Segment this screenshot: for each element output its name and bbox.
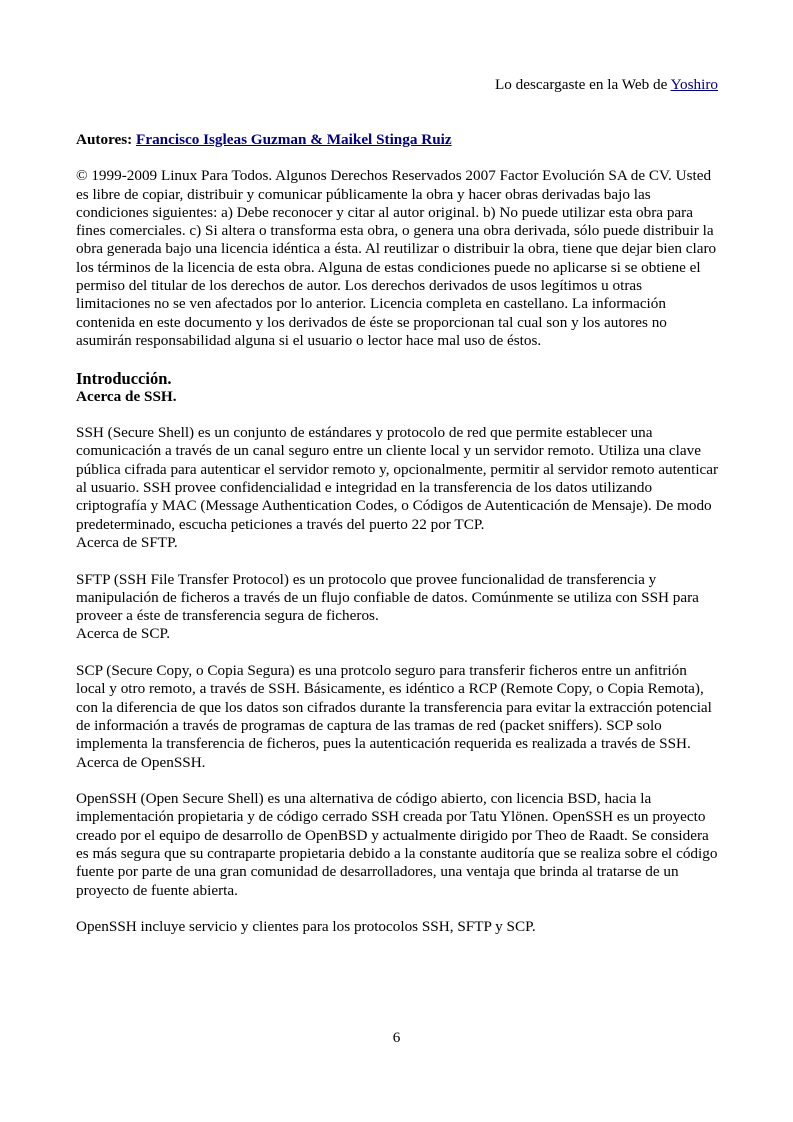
openssh-includes-paragraph: OpenSSH incluye servicio y clientes para los protocolos SSH, SFTP y SCP. xyxy=(76,918,536,936)
document-body xyxy=(76,131,720,936)
sftp-heading: Acerca de SFTP. xyxy=(76,533,178,551)
ssh-heading: Acerca de SSH. xyxy=(76,387,177,405)
authors-line xyxy=(76,131,720,149)
intro-title: Introducción. xyxy=(76,368,172,388)
header-prefix: Lo descargaste en la Web de xyxy=(494,76,671,93)
license-paragraph: © 1999-2009 Linux Para Todos. Algunos Derechos Reservados 2007 Factor Evolución SA de CV. Usted es libre de copiar, distribuir y comunicar públicamente la obra y hacer obras derivadas bajo las condiciones siguientes: a) Debe reconocer y citar al autor original. b) No puede utilizar esta obra para fines comerciales. c) Si altera o transforma esta obra, o genera una obra derivada, sólo puede distribuir la obra generada bajo una licencia idéntica a ésta. Al reutilizar o distribuir la obra, tiene que dejar bien claro los términos de la licencia de esta obra. Alguna de estas condiciones puede no aplicarse si se obtiene el permiso del titular de los derechos de autor. Los derechos derivados de usos legítimos u otras limitaciones no se ven afectados por lo anterior. Licencia completa en castellano. La información contenida en este documento y los derivados de éste se proporcionan tal cual son y los autores no asumirán responsabilidad alguna si el usuario o lector hace mal uso de éstos. xyxy=(76,167,717,349)
openssh-paragraph: OpenSSH (Open Secure Shell) es una alternativa de código abierto, con licencia BSD, hacia la implementación propietaria y de código cerrado SSH creada por Tatu Ylönen. OpenSSH es un proyecto creado por el equipo de desarrollo de OpenBSD y actualmente dirigido por Theo de Raadt. Se considera es más segura que su contraparte propietaria debido a la constante auditoría que se realiza sobre el código fuente por parte de una gran comunidad de desarrolladores, una ventaja que brinda al tratarse de un proyecto de fuente abierta. xyxy=(76,790,718,899)
ssh-paragraph: SSH (Secure Shell) es un conjunto de estándares y protocolo de red que permite establecer una comunicación a través de un canal seguro entre un cliente local y un servidor remoto. Utiliza una clave pública cifrada para autenticar el servidor remoto y, opcionalmente, permitir al servidor remoto autenticar al usuario. SSH provee confidencialidad e integridad en la transferencia de los datos utilizando criptografía y MAC (Message Authentication Codes, o Códigos de Autenticación de Mensaje). De modo predeterminado, escucha peticiones a través del puerto 22 por TCP. xyxy=(76,424,719,533)
authors-label: Autores: xyxy=(76,131,137,148)
scp-heading: Acerca de SCP. xyxy=(76,625,171,643)
authors-link[interactable]: Francisco Isgleas Guzman & Maikel Stinga Ruiz xyxy=(136,131,452,148)
scp-paragraph: SCP (Secure Copy, o Copia Segura) es una protcolo seguro para transferir ficheros entre un anfitrión local y otro remoto, a través de SSH. Básicamente, es idéntico a RCP (Remote Copy, o Copia Remota), con la diferencia de que los datos son cifrados durante la transferencia para evitar la extracción potencial de información a través de programas de captura de las tramas de red (packet sniffers). SCP solo implementa la transferencia de ficheros, pues la autenticación requerida es realizada a través de SSH. xyxy=(76,662,712,753)
page-header xyxy=(495,76,718,94)
page-number: 6 xyxy=(392,1029,401,1046)
sftp-paragraph: SFTP (SSH File Transfer Protocol) es un protocolo que provee funcionalidad de transferencia y manipulación de ficheros a través de un flujo confiable de datos. Comúnmente se utiliza con SSH para proveer a éste de transferencia segura de ficheros. xyxy=(76,570,699,625)
openssh-heading: Acerca de OpenSSH. xyxy=(76,753,206,771)
yoshiro-link[interactable]: Yoshiro xyxy=(670,76,718,93)
